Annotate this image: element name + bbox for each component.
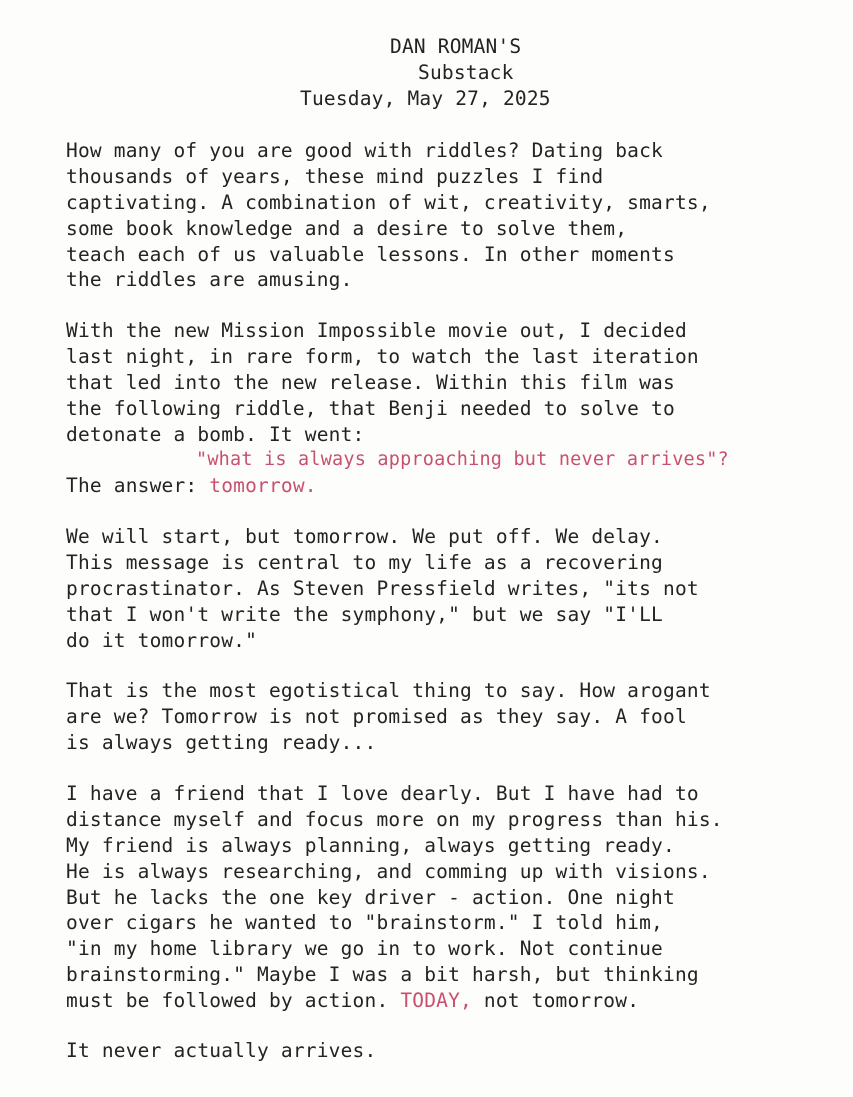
text-line: do it tomorrow." [66,628,258,652]
text-line: are we? Tomorrow is not promised as they say. A fool [66,704,687,728]
text-line: distance myself and focus more on my progress than his. [66,807,723,831]
riddle-answer-line [66,473,317,499]
paragraph-egotistical [66,678,826,756]
author-title: DAN ROMAN'S [390,35,522,58]
today-emphasis: TODAY, [400,989,472,1013]
final-line-prefix: must be followed by action. [66,989,401,1013]
final-text-line [66,988,826,1014]
paragraph-mission-impossible [66,318,826,447]
text-line: He is always researching, and comming up with visions. [66,859,711,883]
text-line: We will start, but tomorrow. We put off. We delay. [66,525,663,548]
text-line: "in my home library we go in to work. Not continue [66,937,663,961]
text-line: the following riddle, that Benji needed to solve to [66,396,675,420]
publication-title: Substack [418,61,514,84]
riddle-quote: "what is always approaching but never arrives"? [196,449,729,470]
closing-line: It never actually arrives. [66,1039,377,1062]
answer-word: tomorrow. [209,474,317,497]
text-line: over cigars he wanted to "brainstorm." I told him, [66,911,663,935]
text-line: teach each of us valuable lessons. In other moments [66,242,675,266]
paragraph-procrastination [66,524,826,653]
text-line: That is the most egotistical thing to say. How arogant [66,679,711,702]
text-line: But he lacks the one key driver - action. One night [66,885,675,909]
text-line: My friend is always planning, always getting ready. [66,833,675,857]
answer-prefix: The answer: [66,474,210,497]
paragraph-riddles-intro [66,138,826,293]
paragraph-closing [66,1038,826,1064]
text-line: last night, in rare form, to watch the last iteration [66,344,699,368]
text-line: With the new Mission Impossible movie out, I decided [66,319,687,342]
text-line: thousands of years, these mind puzzles I find [66,164,604,188]
paragraph-friend [66,781,826,1014]
post-date: Tuesday, May 27, 2025 [300,87,551,110]
text-line: brainstorming." Maybe I was a bit harsh, but thinking [66,963,699,987]
text-line: detonate a bomb. It went: [66,422,365,446]
text-line: I have a friend that I love dearly. But I have had to [66,782,699,805]
text-line: How many of you are good with riddles? Dating back [66,139,663,162]
text-line: some book knowledge and a desire to solve them, [66,216,628,240]
final-line-suffix: not tomorrow. [471,989,640,1013]
text-line: is always getting ready... [66,730,377,754]
text-line: the riddles are amusing. [66,268,353,292]
text-line: This message is central to my life as a recovering [66,550,663,574]
text-line: captivating. A combination of wit, creativity, smarts, [66,190,711,214]
text-line: procrastinator. As Steven Pressfield writes, "its not [66,576,699,600]
text-line: that led into the new release. Within this film was [66,370,675,394]
text-line: that I won't write the symphony," but we say "I'LL [66,602,663,626]
